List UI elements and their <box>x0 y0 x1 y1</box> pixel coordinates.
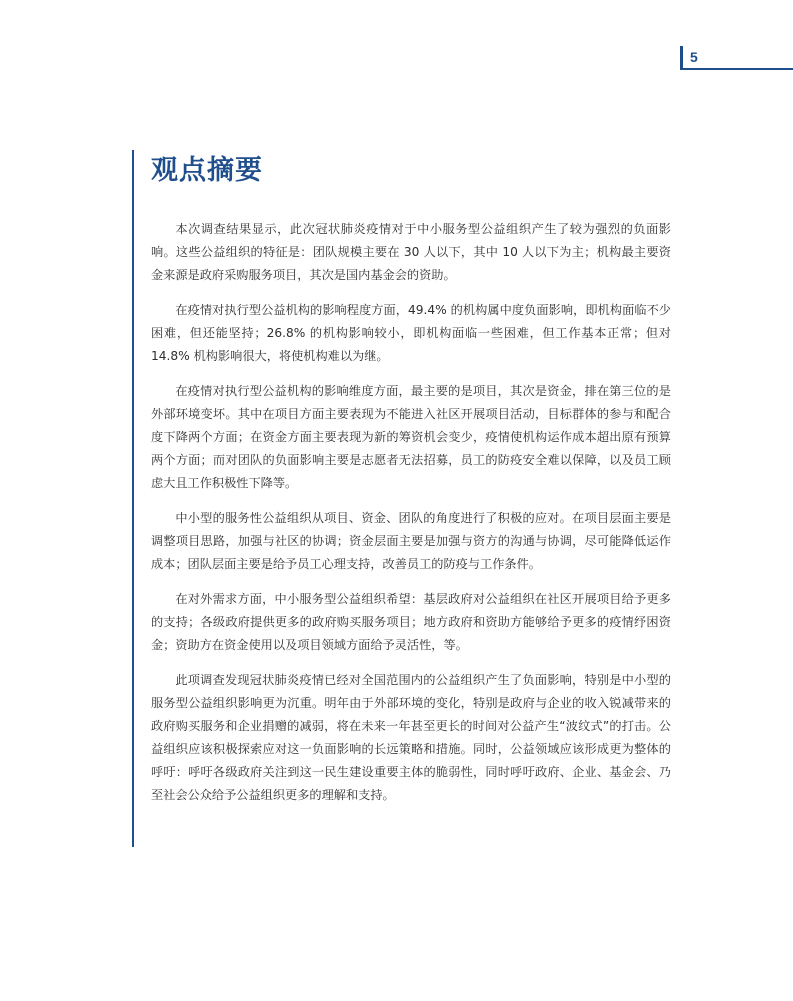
summary-paragraph: 中小型的服务性公益组织从项目、资金、团队的角度进行了积极的应对。在项目层面主要是调整项目思路，加强与社区的协调；资金层面主要是加强与资方的沟通与协调，尽可能降低运作成本；团队层面主要是给予员工心理支持，改善员工的防疫与工作条件。 <box>151 511 671 571</box>
summary-body <box>151 218 671 819</box>
summary-paragraph: 在疫情对执行型公益机构的影响程度方面，49.4% 的机构属中度负面影响，即机构面临不少困难，但还能坚持；26.8% 的机构影响较小，即机构面临一些困难，但工作基本正常；但对 14.8% 机构影响很大，将使机构难以为继。 <box>151 303 671 363</box>
summary-paragraph: 在疫情对执行型公益机构的影响维度方面，最主要的是项目，其次是资金，排在第三位的是外部环境变坏。其中在项目方面主要表现为不能进入社区开展项目活动，目标群体的参与和配合度下降两个方面；在资金方面主要表现为新的筹资机会变少，疫情使机构运作成本超出原有预算两个方面；而对团队的负面影响主要是志愿者无法招募，员工的防疫安全难以保障，以及员工顾虑大且工作积极性下降等。 <box>151 384 671 490</box>
summary-paragraph: 本次调查结果显示，此次冠状肺炎疫情对于中小服务型公益组织产生了较为强烈的负面影响。这些公益组织的特征是：团队规模主要在 30 人以下，其中 10 人以下为主；机构最主要资金来源是政府采购服务项目，其次是国内基金会的资助。 <box>151 222 671 282</box>
summary-paragraph: 在对外需求方面，中小服务型公益组织希望：基层政府对公益组织在社区开展项目给予更多的支持；各级政府提供更多的政府购买服务项目；地方政府和资助方能够给予更多的疫情纾困资金；资助方在资金使用以及项目领域方面给予灵活性，等。 <box>151 592 671 652</box>
section-title: 观点摘要 <box>151 155 263 186</box>
section-side-rule <box>132 150 134 847</box>
page-number: 5 <box>690 49 698 65</box>
summary-paragraph: 此项调查发现冠状肺炎疫情已经对全国范围内的公益组织产生了负面影响，特别是中小型的服务型公益组织影响更为沉重。明年由于外部环境的变化，特别是政府与企业的收入锐减带来的政府购买服务和企业捐赠的减弱，将在未来一年甚至更长的时间对公益产生“波纹式”的打击。公益组织应该积极探索应对这一负面影响的长远策略和措施。同时，公益领域应该形成更为整体的呼吁：呼吁各级政府关注到这一民生建设重要主体的脆弱性，同时呼吁政府、企业、基金会、乃至社会公众给予公益组织更多的理解和支持。 <box>151 673 671 802</box>
header-rule <box>680 68 793 70</box>
page-number-divider <box>680 46 683 70</box>
